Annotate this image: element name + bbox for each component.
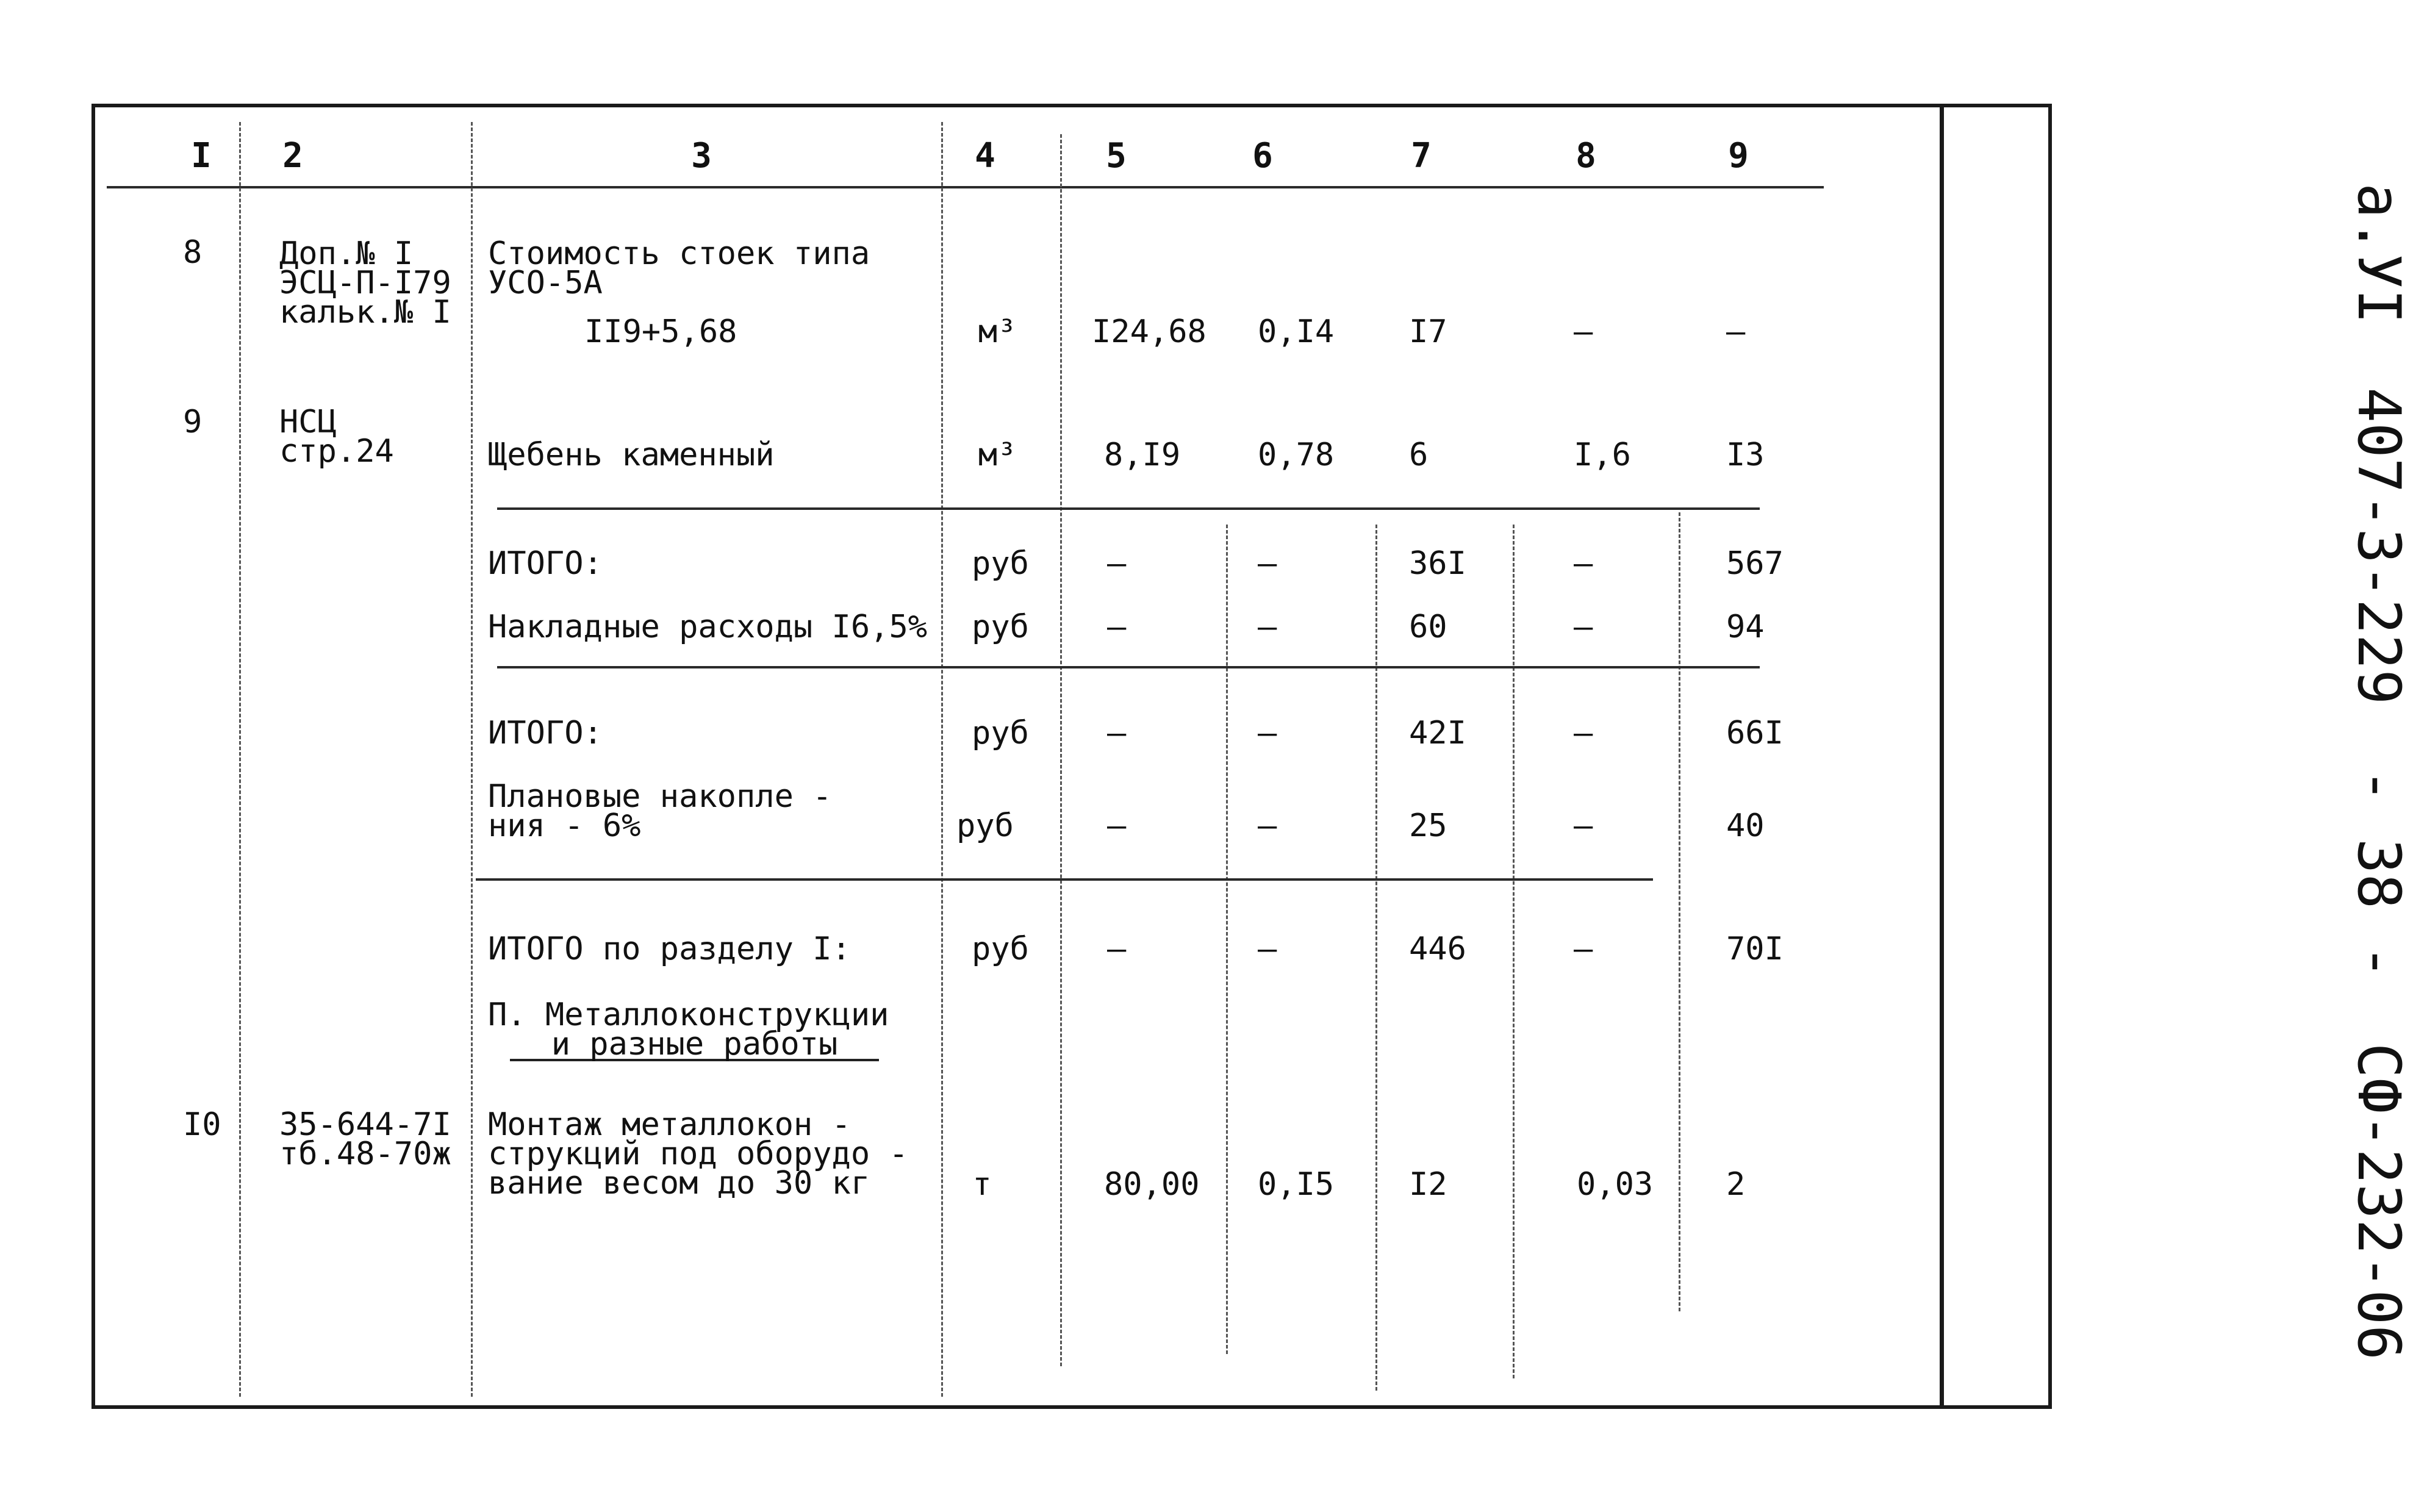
section-2-heading-line-2: и разные работы bbox=[510, 1030, 879, 1061]
row-10-unit: т bbox=[972, 1166, 992, 1203]
row-9-col5: 8,I9 bbox=[1104, 437, 1181, 473]
header-col-4: 4 bbox=[975, 136, 995, 176]
header-col-7: 7 bbox=[1411, 136, 1432, 176]
row-8-col7: I7 bbox=[1409, 314, 1447, 350]
subtotal-rule-1 bbox=[497, 507, 1760, 510]
subtotal-rule-3 bbox=[476, 878, 1653, 881]
accruals-col6: – bbox=[1258, 808, 1277, 844]
subtotal-1-col5: – bbox=[1107, 545, 1127, 582]
accruals-unit: руб bbox=[956, 808, 1014, 844]
row-8-formula: II9+5,68 bbox=[584, 314, 737, 350]
stamp-code: 407-3-229 bbox=[2345, 387, 2413, 705]
overheads-col6: – bbox=[1258, 609, 1277, 645]
col-divider-2 bbox=[471, 122, 473, 1397]
subtotal-2-col7: 42I bbox=[1409, 715, 1466, 751]
accruals-col5: – bbox=[1107, 808, 1127, 844]
subtotal-2-col9: 66I bbox=[1726, 715, 1784, 751]
section-1-total-col8: – bbox=[1574, 931, 1593, 967]
row-10-col7: I2 bbox=[1409, 1166, 1447, 1203]
row-8-desc-line-2: УСО-5А bbox=[488, 265, 603, 301]
col-divider-3 bbox=[941, 122, 943, 1397]
subtotal-2-col5: – bbox=[1107, 715, 1127, 751]
row-8-ref-line-1: Доп.№ I bbox=[279, 235, 414, 272]
row-10-col8: 0,03 bbox=[1577, 1166, 1654, 1203]
header-col-3: 3 bbox=[691, 136, 712, 176]
col-divider-8 bbox=[1679, 512, 1680, 1311]
row-8-unit: м³ bbox=[978, 314, 1017, 350]
row-8-col5: I24,68 bbox=[1092, 314, 1206, 350]
header-col-5: 5 bbox=[1106, 136, 1127, 176]
row-8-ref-line-3: кальк.№ I bbox=[279, 294, 451, 331]
subtotal-1-col9: 567 bbox=[1726, 545, 1784, 582]
section-1-total-col5: – bbox=[1107, 931, 1127, 967]
header-col-6: 6 bbox=[1252, 136, 1273, 176]
accruals-label-line-2: ния - 6% bbox=[488, 808, 641, 844]
subtotal-1-col8: – bbox=[1574, 545, 1593, 582]
row-9-desc: Щебень каменный bbox=[488, 437, 775, 473]
subtotal-2-unit: руб bbox=[972, 715, 1029, 751]
accruals-label-line-1: Плановые накопле - bbox=[488, 778, 832, 815]
row-10-ref-line-1: 35-644-7I bbox=[279, 1106, 451, 1143]
stamp-album: а.УI bbox=[2345, 183, 2413, 324]
subtotal-2-label: ИТОГО: bbox=[488, 715, 603, 751]
accruals-col9: 40 bbox=[1726, 808, 1765, 844]
overheads-col9: 94 bbox=[1726, 609, 1765, 645]
subtotal-1-col7: 36I bbox=[1409, 545, 1466, 582]
section-1-total-label: ИТОГО по разделу I: bbox=[488, 931, 851, 967]
row-10-desc-line-1: Монтаж металлокон - bbox=[488, 1106, 851, 1143]
accruals-col7: 25 bbox=[1409, 808, 1447, 844]
header-col-8: 8 bbox=[1576, 136, 1596, 176]
row-8-desc-line-1: Стоимость стоек типа bbox=[488, 235, 870, 272]
row-9-unit: м³ bbox=[978, 437, 1017, 473]
overheads-unit: руб bbox=[972, 609, 1029, 645]
overheads-col5: – bbox=[1107, 609, 1127, 645]
row-10-col5: 80,00 bbox=[1104, 1166, 1200, 1203]
subtotal-1-unit: руб bbox=[972, 545, 1029, 582]
row-9-ref-line-1: НСЦ bbox=[279, 404, 337, 440]
row-8-col6: 0,I4 bbox=[1258, 314, 1335, 350]
row-10-col6: 0,I5 bbox=[1258, 1166, 1335, 1203]
stamp-divider bbox=[1940, 107, 1944, 1406]
subtotal-2-col8: – bbox=[1574, 715, 1593, 751]
col-divider-5 bbox=[1226, 525, 1228, 1354]
row-10-ref-line-2: тб.48-70ж bbox=[279, 1136, 451, 1172]
section-2-heading-line-1: П. Металлоконструкции bbox=[488, 997, 889, 1033]
stamp-series: СФ-232-06 bbox=[2345, 1042, 2413, 1360]
overheads-col8: – bbox=[1574, 609, 1593, 645]
subtotal-2-col6: – bbox=[1258, 715, 1277, 751]
header-col-2: 2 bbox=[282, 136, 303, 176]
subtotal-1-col6: – bbox=[1258, 545, 1277, 582]
section-1-total-col6: – bbox=[1258, 931, 1277, 967]
row-10-desc-line-3: вание весом до 30 кг bbox=[488, 1165, 870, 1202]
row-10-col9: 2 bbox=[1726, 1166, 1746, 1203]
row-8-col9: – bbox=[1726, 314, 1746, 350]
overheads-label: Накладные расходы I6,5% bbox=[488, 609, 928, 645]
document-stamp bbox=[2345, 183, 2413, 1360]
section-1-total-col7: 446 bbox=[1409, 931, 1466, 967]
col-divider-6 bbox=[1375, 525, 1377, 1391]
row-9-col8: I,6 bbox=[1574, 437, 1631, 473]
row-8-number: 8 bbox=[183, 234, 203, 271]
row-9-number: 9 bbox=[183, 404, 203, 440]
col-divider-1 bbox=[239, 122, 241, 1397]
header-col-1: I bbox=[191, 136, 212, 176]
overheads-col7: 60 bbox=[1409, 609, 1447, 645]
row-9-ref-line-2: стр.24 bbox=[279, 433, 394, 470]
stamp-page: - 38 - bbox=[2345, 768, 2413, 980]
col-divider-4 bbox=[1060, 134, 1062, 1366]
row-10-number: I0 bbox=[183, 1106, 221, 1143]
header-col-9: 9 bbox=[1728, 136, 1749, 176]
row-10-desc-line-2: струкций под оборудо - bbox=[488, 1136, 908, 1172]
subtotal-1-label: ИТОГО: bbox=[488, 545, 603, 582]
row-8-col8: – bbox=[1574, 314, 1593, 350]
accruals-col8: – bbox=[1574, 808, 1593, 844]
section-1-total-unit: руб bbox=[972, 931, 1029, 967]
row-9-col9: I3 bbox=[1726, 437, 1765, 473]
row-9-col6: 0,78 bbox=[1258, 437, 1335, 473]
section-1-total-col9: 70I bbox=[1726, 931, 1784, 967]
header-rule bbox=[107, 186, 1824, 188]
col-divider-7 bbox=[1513, 525, 1515, 1378]
row-9-col7: 6 bbox=[1409, 437, 1429, 473]
row-8-ref-line-2: ЭСЦ-П-I79 bbox=[279, 265, 451, 301]
subtotal-rule-2 bbox=[497, 666, 1760, 668]
